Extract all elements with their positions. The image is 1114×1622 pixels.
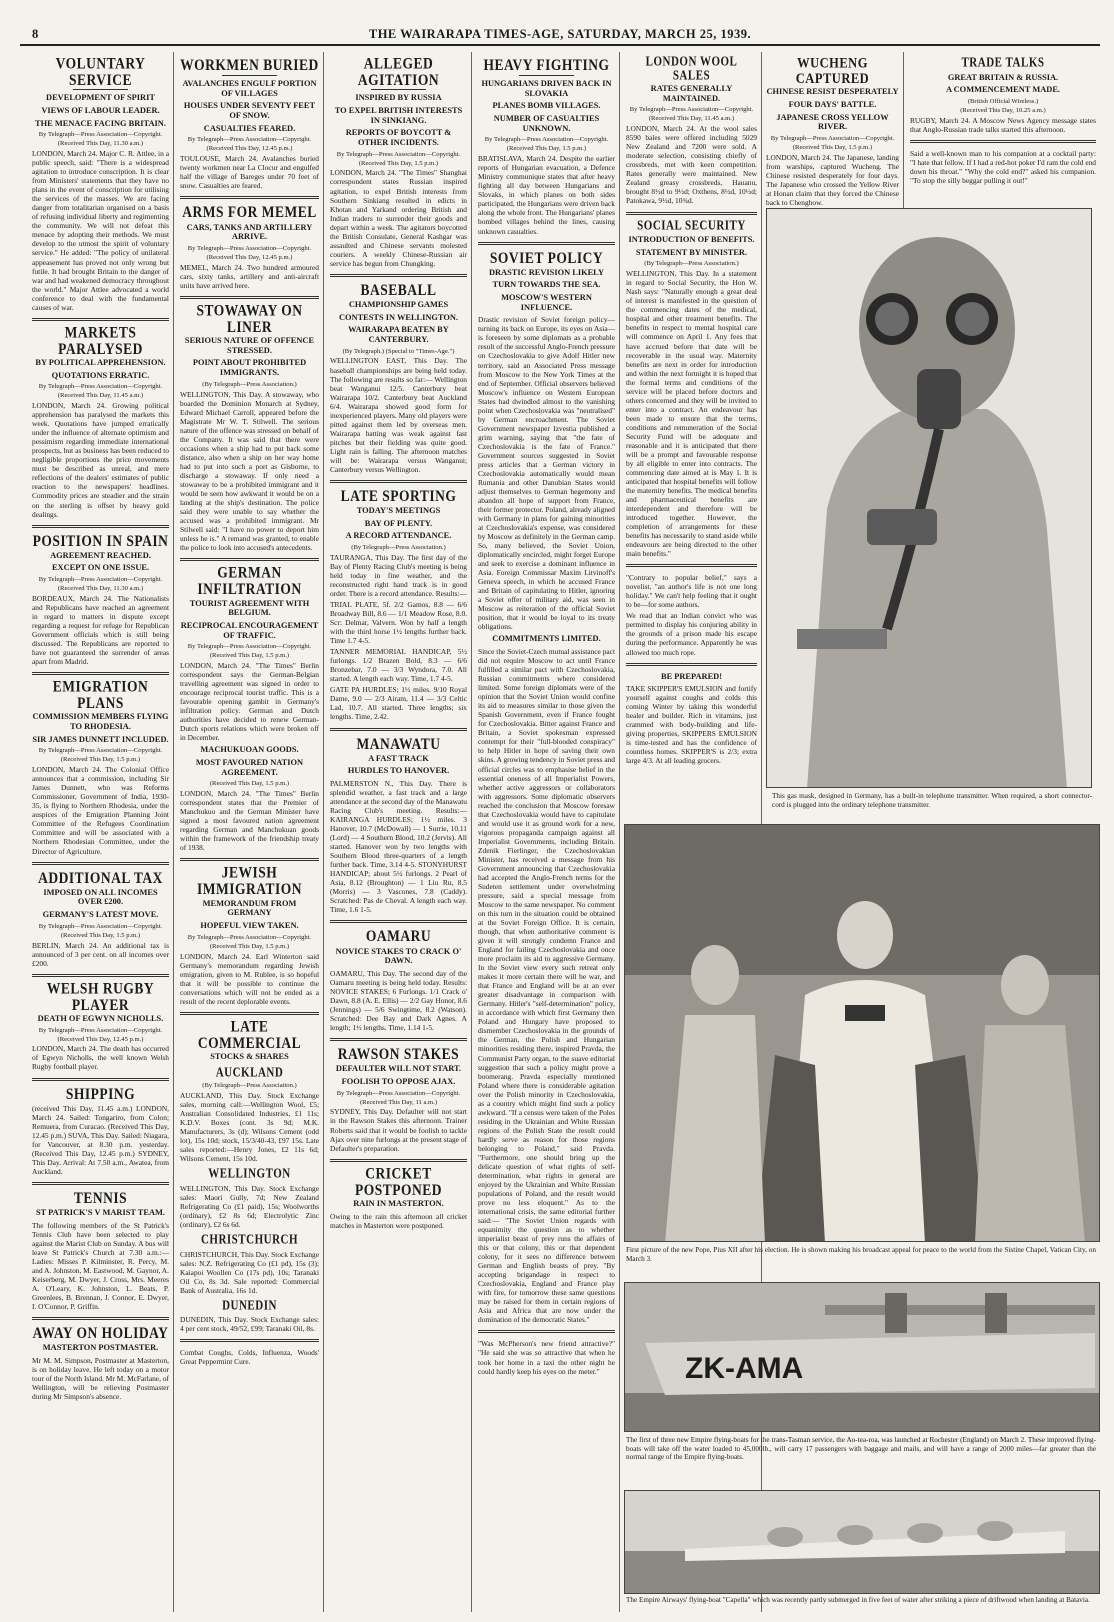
article-body: TAURANGA, This Day. The first day of the Bay of Plenty Racing Club's meeting is being held today in fine weather, and the reconstructed right hand track is in good order. There is a record attendance. Results:— [330,552,467,599]
credit-line: By Telegraph—Press Association—Copyright. [336,150,461,158]
headline: STOWAWAY ON LINER [196,300,303,336]
article-tax [32,867,169,968]
subheadline: REPORTS OF BOYCOTT & OTHER INCIDENTS. [345,128,452,147]
submerged-flying-boat-image [625,1491,1100,1594]
received-line: (Received This Day, 1.5 p.m.) [506,145,587,153]
divider [180,1339,319,1342]
divider [330,920,467,923]
subheadline: FOUR DAYS' BATTLE. [788,99,877,109]
subheadline: CASUALTIES FEARED. [203,123,296,133]
received-line: (Received This Day, 11.45 a.m.) [57,392,144,400]
race-result: GATE PA HURDLES; 1½ miles. 9/10 Royal Dame, 9.0 — 2/3 Airam, 11.4 — 3/3 Celtic Lad, 10.7. All started. Three lengths; six lengths. Time, 2.42. [330,685,467,722]
filler-joke: "Contrary to popular belief," says a novelist, "an author's life is not one long holiday." We can't help feeling that it ought to be—for some authors. [626,573,757,610]
article-body: TOULOUSE, March 24. Avalanches buried twenty workmen near La Clocur and engulfed half the village of Bareges under 70 feet of snow. Casualties are feared. [180,154,319,191]
article-rugby [32,978,169,1072]
credit-line: By Telegraph—Press Association—Copyright. [629,106,754,114]
divider [330,480,467,483]
article-rawson-stakes [330,1044,467,1153]
divider [32,1182,169,1185]
article-body: BERLIN, March 24. An additional tax is announced of 3 per cent. on all incomes over £200. [32,940,169,968]
subheadline: MASTERTON POSTMASTER. [42,1343,159,1353]
article-body: SYDNEY, This Day. Defaulter will not start in the Rawson Stakes this afternoon. Trainer Roberts said that it would be foolish to tackle Ajax over nine furlongs at the present stage of Defaulter's preparation. [330,1107,467,1153]
subheadline: CONTESTS IN WELLINGTON. [338,312,459,322]
article-social-security [626,218,757,657]
subheadline: A FAST TRACK [368,753,429,763]
article-body: PALMERSTON N., This Day. There is splendid weather, a fast track and a large attendance at the second day of the Manawatu Racing Club's meeting. Results:— KAIRANGA HURDLES; 1½ miles. 3 Hanover, 10.7 (McDowall) — 1 Surrie, 10.11 (Lord) — 4 Southern Blood, 10.2 (Jervis). All started. Hanover won by two lengths with Southern Blood three-quarters of a length further back. Time, 3.14 4-5. STONYHURST HANDICAP; about 5½ furlongs. 2 Pearl of Asia, 8.12 (Broughton) — 1 Liu Ru, 8.5 (Morris) — 3 Vascones, 7.8 (Caddy). Scratched: Pas de Cheval. A length each way. Time, 1.6 1-5. [330,778,467,915]
article-body: MEMEL, March 24. Two hundred armoured cars, sixty tanks, artillery and anti-aircraft units have arrived here. [180,262,319,290]
divider [478,1330,615,1333]
subheadline: BAY OF PLENTY. [364,518,433,528]
divider [180,296,319,299]
article-body: Owing to the rain this afternoon all cricket matches in Masterton were postponed. [330,1211,467,1230]
credit-line: By Telegraph—Press Association—Copyright. [38,576,163,584]
subheadline: STATEMENT BY MINISTER. [635,247,748,257]
received-line: (Received This Day, 1.5 p.m.) [792,143,873,151]
filler-joke: Said a well-known man to his companion at a cocktail party: "I hate that fellow. If I had a red-hot poker I'd ram the cold end down his throat." "Why the cold end?" asked his companion. "To stop the silly beggar pulling it out!" [910,148,1096,185]
article-body: CHRISTCHURCH, This Day. Stock Exchange sales: N.Z. Refrigerating Co (£1 pd), 15s (3); Kaiapoi Woollen Co (17s pd), 10s; Taranaki Oil Co, 8s 3d. Sale reported: Commercial Bank of Australia, 16s 1d. [180,1249,319,1295]
divider [330,1159,467,1162]
divider [180,196,319,199]
headline: BASEBALL [360,280,437,299]
article-late-sporting [330,486,467,722]
article-emigration [32,677,169,856]
credit-line: By Telegraph—Press Association—Copyright. [38,747,163,755]
divider [626,663,757,666]
flying-boat-image [625,1283,1100,1432]
headline: SHIPPING [65,1083,136,1102]
credit-line: By Telegraph—Press Association—Copyright. [38,1026,163,1034]
subheadline: NUMBER OF CASUALTIES UNKNOWN. [493,114,600,133]
headline: TENNIS [73,1188,128,1207]
headline: HEAVY FIGHTING [483,55,610,74]
article-wool-sales [626,54,757,206]
headline: LATE SPORTING [340,486,457,505]
article-body: OAMARU, This Day. The second day of the Oamaru meeting is being held today. Results: NOVICE STAKES; 6 Furlongs. 1/1 Crack o' Dawn, 8.8 (A. E. Ellis) — 2/2 Gay Honor, 8.6 (Jennings) — 5/6 Swingtime, 8.2 (Watson). Scratched: Dee Bay and Dark Agnes. A length; 1½ lengths. Time, 1.14 1-5. [330,968,467,1033]
divider [330,1038,467,1041]
subheadline: MOSCOW'S WESTERN INFLUENCE. [501,293,592,312]
subheadline: RATES GENERALLY MAINTAINED. [650,84,733,103]
article-spain [32,530,169,667]
gas-mask-figure-image [767,209,1092,788]
subheadline: TURN TOWARDS THE SEA. [492,280,601,290]
newspaper-title: THE WAIRARAPA TIMES-AGE, SATURDAY, MARCH 25, 1939. [368,27,752,41]
subheadline: JAPANESE CROSS YELLOW RIVER. [776,112,889,132]
credit-line: (By Telegraph—Press Association.) [644,260,739,268]
article-body: (received This Day, 11.45 a.m.) LONDON, March 24. Sailed: Tongariro, from Colon; Remuera, from Curacao. (Received This Day, 12.45 p.m.) SUVA, This Day. Sailed: Niagara, for Vancouver, at 8.30 p.m. yesterday. (Received This Day, 12.45 p.m.) SYDNEY, This Day. Arrival: At 7.50 a.m., Awatea, from Auckland. [32,1103,169,1176]
headline: WUCHENG CAPTURED [795,54,870,87]
article-cricket [330,1163,467,1230]
article-voluntary-service [32,53,169,312]
column-1 [28,52,174,1612]
subheadline: DEVELOPMENT OF SPIRIT [46,93,155,103]
article-body: LONDON, March 24. The Colonial Office announces that a commission, including Sir James Dunnett, who was Reforms Commissioner, Government of India, 1930-35, is flying to Northern Rhodesia, under the auspices of the Emigration Planning Joint Committee of the Refugees Coordination Committee and will be associated with a Northern Rhodesian Committee, under the Director of Agriculture. [32,765,169,856]
received-line: (Received This Day, 1.5 p.m.) [60,931,141,939]
article-body: AUCKLAND, This Day. Stock Exchange sales, morning call:—Wellington Wool, £5; Australian Consolidated Industries, £1 11s; K.D.V. Boxes (cont. 3s 9d; M.K. Manufacturers, 3s (d); Wilsons Cement (odd lot), 15s 10d; stock, 15/3/40-43, £97 15s. Late sales reported:—Henry Jones, £2 11s 6d; Wilsons Cement, 15s 10d. [180,1091,319,1164]
headline: JEWISH IMMIGRATION [197,863,302,899]
credit-line: (By Telegraph—Press Association.) [351,544,446,552]
article-german-infiltration [180,563,319,853]
headline: CRICKET POSTPONED [354,1163,442,1199]
divider [32,672,169,675]
article-body: The following members of the St Patrick's Tennis Club have been selected to play against the Marist Club on Sunday. A bus will leave St Patrick's Church at 7.30 a.m.:—Ladies: Misses P. Kilminster, R. Percy, M. and A. Johnston, M. Eastwood, M. Gaynor, A. Keiserberg, M. Dwyer, J. Cross, Mrs. Meeres A. O'Leary, K. Johnston, L. Beats, P. Greenlees, B. Brennan, J. Connor, E. Dwyer, I. O'Connor, P. Griffin. [32,1220,169,1312]
credit-line: (British Official Wireless.) [967,97,1039,105]
subheadline: CHAMPIONSHIP GAMES [348,299,449,309]
headline: VOLUNTARY SERVICE [55,53,146,89]
column-2 [176,52,324,1612]
divider [626,564,757,567]
capella-caption: The Empire Airways' flying-boat "Capella" which was recently partly submerged in five feet of water after striking a piece of driftwood when landing at Batavia. [626,1596,1090,1604]
article-soviet-policy [478,247,615,1376]
article-manawatu [330,733,467,915]
race-result: TANNER MEMORIAL HANDICAP, 5½ furlongs. 1/2 Brazen Bold, 8.3 — 6/6 Bronzebar, 7.0 — 3/3 Wyndora, 7.0. All started. A length each way. Time, 1.7 4-5. [330,647,467,684]
subheadline: CARS, TANKS AND ARTILLERY ARRIVE. [186,222,313,242]
article-body: LONDON, March 24. "The Times" Shanghai correspondent states Russian inspired agitation, to expel British interests from Southern Sinkiang resulted in edicts in Khotan and Yarkand ordering British and Indian traders to surrender their goods and depart within a week. The agitators boycotted the British Consulate, General Kashgar was assaulted and Chinese servants molested couriers. A weekly Chinese-Russian air service has begun from Chungking. [330,168,467,268]
subheadline: COMMITMENTS LIMITED. [492,634,601,644]
flying-boat-caption: The first of three new Empire flying-boats for the trans-Tasman service, the Ao-tea-roa, was launched at Rochester (England) on March 2. These improved flying-boats will take off the water loaded to 45,000lb., will carry 17 passengers with baggage and mails, and will have a range of 2000 miles—far greater than the normal range of the Empire flying-boats. [626,1436,1096,1462]
divider [371,89,426,90]
article-markets [32,322,169,519]
article-body: Mr M. M. Simpson, Postmaster at Masterton, is on holiday leave. He left today on a motor tour of the North Island. Mr M. McFarlane, of Wellington, will be relieving Postmaster during Mr Simpson's absence. [32,1355,169,1402]
divider [32,1078,169,1081]
subheadline: EXCEPT ON ONE ISSUE. [51,563,150,573]
subheadline: A RECORD ATTENDANCE. [345,531,452,541]
divider [222,75,278,76]
article-body: LONDON, March 24. Growing political apprehension has paralysed the markets this week. Quotations have jumped erratically under the influence of alternate optimism and pessimism regarding immediate international prospects, but as business has been reduced to negligible proportions the price movements must be described as unreal, and mere reflections of the dealers' estimates of public reaction to the newspapers' headlines. Commodity prices are steadier and the strain on the sterling is offset by heavy gold dealings. [32,401,169,519]
article-oamaru [330,926,467,1033]
subheadline: CHINESE RESIST DESPERATELY [766,87,899,97]
masthead [20,26,1100,46]
divider [478,242,615,245]
article-baseball [330,280,467,474]
article-body: LONDON, March 24. Major C. R. Attlee, in a public speech, said: "There is a widespread agitation to introduce conscription. It is clear from Ministers' statements that they have no plans in the event of conscription for utilising the services of the masses. We are facing danger from totalitarian organised on a basis of refusing individual liberty and regimenting the community. We will not defeat this menace by adopting their methods. We must develop to the utmost the spirit of voluntary service." He added: "The policy of unilateral appeasement has proved not only wrong but futile. It had brought Britain to the danger of war and had weakened democracy throughout the world." Major Attlee advocated a world conference to deal with the fundamental causes of war. [32,149,169,312]
subheadline: INTRODUCTION OF BENEFITS. [628,235,755,245]
received-line: (Received This Day, 12.45 p.m.) [57,1035,144,1043]
subheadline: TODAY'S MEETINGS [356,506,441,516]
subheadline: DEFAULTER WILL NOT START. [335,1064,462,1074]
subheadline: RECIPROCAL ENCOURAGEMENT OF TRAFFIC. [180,620,319,640]
subheadline: FOOLISH TO OPPOSE AJAX. [341,1076,456,1086]
pope-photo [624,824,1100,1242]
headline: WELSH RUGBY PLAYER [46,978,155,1014]
subheadline: HURDLES TO HANOVER. [347,766,450,776]
subheadline: SERIOUS NATURE OF OFFENCE STRESSED. [184,336,315,355]
headline: LATE COMMERCIAL [197,1016,302,1052]
credit-line: By Telegraph—Press Association—Copyright. [770,134,895,142]
received-line: (Received This Day, 1.5 p.m.) [209,652,290,660]
credit-line: By Telegraph—Press Association—Copyright. [187,933,312,941]
article-trade-talks [910,55,1096,185]
credit-line: By Telegraph—Press Association—Copyright. [38,131,163,139]
subheadline: POINT ABOUT PROHIBITED IMMIGRANTS. [192,358,307,378]
article-body: LONDON, March 24. The death has occurred of Egwyn Nicholls, the well known Welsh Rugby football player. [32,1044,169,1072]
article-body: WELLINGTON, This Day. Stock Exchange sales: Maori Gully, 7d; New Zealand Refrigerating Co (£1 paid), 15s; Woolworths (ordinary), £2 8s 6d; Electrolytic Zinc (ordinary), £2 6s 6d. [180,1183,319,1230]
section-heading: AUCKLAND [215,1065,284,1080]
headline: EMIGRATION PLANS [52,677,149,713]
article-body: BRATISLAVA, March 24. Despite the earlier reports of Hungarian evacuation, a Defence Ministry communique states that after heavy fighting all day between Hungarians and Slovaks, in which planes on both sides participated, the Hungarians were driven back along the whole front. The Hungarians' planes bombed villages behind the lines, causing unknown casualties. [478,154,615,236]
subheadline: SIR JAMES DUNNETT INCLUDED. [32,734,169,744]
received-line: (Received This Day, 12.45 p.m.) [206,253,293,261]
subheadline: INSPIRED BY RUSSIA [355,93,442,103]
subheadline: WAIRARAPA BEATEN BY CANTERBURY. [348,325,449,344]
subheadline: VIEWS OF LABOUR LEADER. [41,106,160,115]
capella-photo [624,1490,1100,1594]
subheadline: MEMORANDUM FROM GERMANY [202,898,297,918]
article-body: BORDEAUX, March 24. The Nationalists and Republicans have reached an agreement in regard to matters in dispute except regarding a request for refuge for Republican Government officials which is still being discussed. The Republicans are reported to have not guaranteed the surrender of areas apart from Madrid. [32,593,169,667]
received-line: (Received This Day, 12.45 p.m.) [206,145,293,153]
filler-joke: We read that an Indian convict who was permitted to display his conjuring ability in the grounds of a prison made his escape during the performance. Apparently he was allowed too much rope. [626,611,757,657]
page-number: 8 [32,27,39,41]
article-tennis [32,1188,169,1312]
received-line: (Received This Day, 11.45 a.m.) [648,115,735,123]
headline: MARKETS PARALYSED [58,322,143,358]
subheadline: GREAT BRITAIN & RUSSIA. [947,72,1059,82]
subheadline: DRASTIC REVISION LIKELY [488,267,605,277]
section-heading: DUNEDIN [222,1298,277,1313]
subheadline: RAIN IN MASTERTON. [353,1198,444,1208]
subheadline: STOCKS & SHARES [210,1052,289,1062]
article-body: Since the Soviet-Czech mutual assistance pact did not require Moscow to act until France fulfilled a similar pact with Czechoslovakia, Russian commitments where considered limited. Some foreign diplomats were of the opinion that the Soviet Union would confine its aid to measures similar to those given the Spanish Government, even if France fought for Czechoslovakia. Bitter against France and Britain, a Soviet spokesman expressed contempt for their "full-blooded conspiracy" to help Hitler in hope of saving their own skins. A growing tendency in Soviet press and official circles was to emphasise belief in the essential oneness of all Imperialist Powers, whether active aggressors or collaborators with aggressors. Some diplomatic observers reached the conclusion that Moscow foresaw that Czechoslovakia would have to capitulate and would use it as ground work for a new, vigorous propaganda campaign against all Imperialist Governments, including Britain. Zdenik Fierlinger, the Czechoslovakian Minister, has received a message from his Government announcing that Czechoslovakia had accepted the Anglo-French terms for the Sudeten settlement under overwhelming pressure, said a special message from Moscow to the same newspaper. No comment on this turn in the situation could be obtained at the Soviet Foreign Office. It is certain, though, that when authoritative comment is given it will strongly condemn France and England for failing Czechoslovakia and once more proclaim its aid to aggressive Germany. In the Soviet view every such retreat only makes it more certain there will be war, and that France and England will be at an ever greater disadvantage in comparison with Germany. Hitler's "self-determination" policy, in accordance with which first Germany then Poland and Hungary have proposed to dismember Czechoslovakia in the grounds of the German, the Polish and Hungarian minorities residing there, inspired Pravda, the Communist Party organ, to the suave editorial suggestion that such a policy might prove a boomerang. Pravda especially mentioned Poland where there is considerable agitation over the Polish minority in Czechoslovakia, as a country which might find such a policy awkward. "If a census were taken of the Poles residing in the Ukrainian and White Russian regions of the Polish State the result could hardly serve as reason for those regions belonging to Poland," said Pravda. "Furthermore, one should bring up the delicate question of what rights of self-determination, what rights in general are enjoyed by the Ukrainian and White Russian populations of Poland, and the result would prove no less eloquent." As to the international crisis, the same editorial further said:— "The Soviet Union regards with equanimity the question as to whether imperialist beast of prey runs the affairs of this or that colony, this or that dependent colony, for it sees no difference between German and English beasts of prey. "By accepting brigandage in respect to Czechoslovakia, England and France play with fire, for tomorrow these same questions may be raised for them in certain regions of Asia and Africa that are now under the domination of the democratic States." [478,647,615,1325]
article-body: DUNEDIN, This Day. Stock Exchange sales: 4 per cent stock, 49/52, £99; Taranaki Oil, 8s. [180,1315,319,1334]
headline: ARMS FOR MEMEL [182,202,317,221]
flying-boat-photo [624,1282,1100,1432]
gas-mask-photo [766,208,1092,788]
divider [626,212,757,215]
pope-broadcast-image [625,825,1100,1242]
subheadline: DEATH OF EGWYN NICHOLLS. [37,1013,164,1023]
article-body: WELLINGTON EAST, This Day. The baseball championships are being held today. The following are results so far:— Wellington beat Wanganui 12/5. Canterbury beat Wairarapa 10/2. Canterbury beat Auckland 6/4. Wairarapa showed good form for inexperienced players. Many old players were pitted against them led by overseas men. Wairarapa batting was weak against fast pitches but their fielding was quite good. Light rain is falling. The afternoon matches will be: Wairarapa versus Wanganui; Canterbury versus Wellington. [330,356,467,474]
article-body: RUGBY, March 24. A Moscow News Agency message states that Anglo-Russian trade talks started this afternoon. [910,115,1096,134]
divider [330,728,467,731]
received-line: (Received This Day, 1.5 p.m.) [209,942,290,950]
credit-line: By Telegraph—Press Association—Copyright. [187,244,312,252]
received-line: (Received This Day, 1.5 p.m.) [60,756,141,764]
subheadline: PLANES BOMB VILLAGES. [492,101,601,111]
column-3 [326,52,472,1612]
headline: RAWSON STAKES [337,1044,460,1063]
credit-line: By Telegraph—Press Association—Copyright. [38,383,163,391]
headline: WORKMEN BURIED [180,55,319,74]
subheadline: COMMISSION MEMBERS FLYING TO RHODESIA. [32,712,169,732]
received-line: (Received This Day, 1.5 p.m.) [358,159,439,167]
pope-caption: First picture of the new Pope, Pius XII after his election. He is shown making his broadcast appeal for peace to the world from the Sistine Chapel, Vatican City, on March 3. [626,1246,1096,1263]
column-4 [474,52,620,1612]
headline: TRADE TALKS [961,55,1045,71]
headline: OAMARU [365,926,432,945]
article-shipping [32,1083,169,1176]
subheadline: HUNGARIANS DRIVEN BACK IN SLOVAKIA [481,79,612,98]
article-body: WELLINGTON, This Day. In a statement in regard to Social Security, the Hon W. Nash says: "Naturally enough a great deal of interest is manifested in the question of the commencing dates of the medical, hospital and other treatment benefits. The benefits in respect to mental hospital care will commence on April 1. Any fees that have accrued before that date will be recoverable in the usual way. Maternity benefits are next in order for introduction and within the next fortnight it is hoped that the formal terms and conditions of the service will be placed before doctors and others concerned and they will be invited to enter into a contract. An endeavour has been made to ensure that the terms, conditions and remuneration of the Social Security Fund will be adequate and reasonable and it is anticipated that there will be a prompt and favourable response by all eligible to enter into contracts. The commencing date aimed at is May 1. It is anticipated that hospital benefits will follow the maternity benefits. The medical benefits and pharmaceutical benefits are interdependent and therefore will be introduced together. However, the completion of arrangements for these benefits has necessarily to stand aside while endeavours are being directed to the other main benefits." [626,269,757,559]
received-line: (Received This Day, 11.30 a.m.) [57,140,144,148]
subheadline: QUOTATIONS ERRATIC. [51,370,150,380]
article-body: WELLINGTON, This Day. A stowaway, who boarded the Dominion Monarch at Sydney, Edward Michael Carroll, appeared before the Magistrate Mr W. T. Stilwell. The serious nature of the offence was stressed on behalf of the Company. It was said that there were occasions when a ship had to put back some distance, also when a ship on her way home had to put into such a port as Gisborne, to discharge a stowaway. If only need a stowaway to be a prohibited immigrant and it would be seen how awkward it would be on a landing at the ship's destination. The police said they were unable to say whether the accused was a prohibited immigrant. Mr Stilwell said: "I have no power to deport him unless he is." A remand was granted, to enable the police to look into accused's antecedents. [180,389,319,553]
subheadline: THE MENACE FACING BRITAIN. [35,118,166,128]
headline: MANAWATU [356,733,441,752]
divider [519,75,574,76]
divider [180,1012,319,1015]
credit-line: By Telegraph—Press Association—Copyright. [187,136,312,144]
subheadline: TO EXPEL BRITISH INTERESTS IN SINKIANG. [334,106,463,125]
article-body: LONDON, March 24. "The Times" Berlin correspondent says the German-Belgian travelling agreement was signed in order to encourage reciprocal tourist traffic. This is a favourable opening gambit in Germany's infiltration policy. German and Dutch authorities have decided to renew German-Dutch sports relations which were broken off in December. [180,661,319,743]
section-heading: WELLINGTON [208,1167,291,1182]
article-heavy-fighting [478,55,615,236]
subheadline: HOUSES UNDER SEVENTY FEET OF SNOW. [183,101,316,121]
subheadline: MOST FAVOURED NATION AGREEMENT. [195,757,304,777]
article-body: LONDON, March 24. At the wool sales 8590 bales were offered including 5029 New Zealand and 7200 were sold. A moderate selection, consisting chiefly of crossbreds, met with keen competition. Rates generally were maintained. New Zealand greasy crossbreds, Hauanu, brought 8½d to 9½d; Oxthens, 8½d, 10½d; Patokawa, 9½d, 10¾d. [626,124,757,206]
divider [330,274,467,277]
subheadline: IMPOSED ON ALL INCOMES OVER £200. [43,887,158,907]
filler-joke: "Was McPherson's new friend attractive?" "He said she was so attractive that when he took her home in a taxi the other night he could hardly keep his eyes on the meter." [478,1339,615,1376]
received-line: (Received This Day, 11.30 a.m.) [57,584,144,592]
received-line: (Received This Day, 11 a.m.) [359,1098,438,1106]
subheadline: BY POLITICAL APPREHENSION. [35,358,166,368]
article-jewish-immigration [180,863,319,1006]
divider [910,140,1096,143]
subheadline: TOURIST AGREEMENT WITH BELGIUM. [189,598,310,618]
article-holiday [32,1323,169,1402]
section-heading: CHRISTCHURCH [200,1232,299,1248]
article-stowaway [180,300,319,553]
subheadline: AGREEMENT REACHED. [50,550,151,560]
subheadline: NOVICE STAKES TO CRACK O' DAWN. [335,946,462,966]
credit-line: (By Telegraph.) (Special to "Times-Age.") [342,347,455,355]
divider [180,558,319,561]
gas-mask-caption: This gas mask, designed in Germany, has a built-in telephone transmitter. When required, a short connector-cord is plugged into the ordinary telephone transmitter. [772,792,1092,809]
race-result: TRIAL PLATE, 5f. 2/2 Gamos, 8.8 — 6/6 Broadway Bill, 8.6 — 1/1 Meadow Rose, 8.0. Scr: Delmar, Valvern. Won by half a length with the third horse 1½ lengths further back. Time 1.7 4-5. [330,600,467,646]
headline: ALLEGED AGITATION [357,53,440,89]
credit-line: By Telegraph—Press Association—Copyright. [38,922,163,930]
credit-line: By Telegraph—Press Association—Copyright. [187,643,312,651]
headline: AWAY ON HOLIDAY [32,1323,169,1342]
advertisement: Combat Coughs, Colds, Influenza, Woods' Great Peppermint Cure. [180,1348,319,1367]
article-wucheng-captured [766,54,899,207]
subheadline: A COMMENCEMENT MADE. [945,85,1061,95]
subheadline: HOPEFUL VIEW TAKEN. [200,921,299,931]
divider [73,89,128,90]
article-body: LONDON, March 24. Earl Winterton said Germany's memorandum regarding Jewish emigration, given to M. Rublee, is so hopeful that it will be possible to continue the conversations which will not be ended as a result of the recent deplorable events. [180,951,319,1006]
credit-line: By Telegraph—Press Association—Copyright. [336,1089,461,1097]
headline: SOVIET POLICY [489,247,604,266]
ad-body: TAKE SKIPPER'S EMULSION and fortify yourself against coughs and colds this coming Winter by taking this wonderful healer and builder. Rich in vitamins, just crammed with body-building and life-giving properties, SKIPPERS EMULSION is time-tested and has the confidence of countless homes. SKIPPER'S is 2/3; extra large 4/3. At all leading grocers. [626,684,757,766]
divider [32,318,169,321]
divider [32,525,169,528]
credit-line: (By Telegraph—Press Association.) [202,380,297,388]
article-memel [180,202,319,290]
article-body: LONDON, March 24. The Japanese, landing from warships, captured Wucheng. The Chinese resisted desperately for four days. The Japanese who crossed the Yellow River at Honan claim that they forced the Chinese back to Chenghow. [766,152,899,207]
subheadline: ST PATRICK'S V MARIST TEAM. [36,1208,165,1218]
divider [32,974,169,977]
article-alleged-agitation [330,53,467,268]
subheadline: MACHUKUOAN GOODS. [200,745,299,755]
credit-line: By Telegraph—Press Association—Copyright. [484,136,609,144]
headline: GERMAN INFILTRATION [197,563,302,599]
article-body: LONDON, March 24. "The Times" Berlin correspondent states that the Premier of Manchukuo and the German Minister have signed a most favoured nation agreement regarding German and Manchukuan goods within the framework of the friendship treaty of 1938. [180,789,319,853]
headline: LONDON WOOL SALES [645,54,738,83]
article-body: Drastic revision of Soviet foreign policy—turning its back on Europe, its eyes on Asia—is foreseen by some diplomats as a probable result of the successful Anglo-French pressure on Czechoslovakia to give Adolf Hitler new territory, said an Associated Press message from Moscow to the New York Times at the end of September. Official observers believed Moscow's influence on Western European States had dwindled almost to the vanishing point when Czechoslovakia was "neutralised" by German encroachment. The Soviet Government newspaper Izvestia published a grim warning, saying that "the fate of Czechoslovakia is the fate of France." Government sources suggested in Soviet press articles that a German victory in Czechoslovakia automatically would mean Rumania and other Danubian States would adjust themselves to German hegemony and abandon all hope of support from France, their former protector. Poland, already aligned with Germany in plans for gaining minorities at Czechoslovakia's expense, was considered by Moscow as definitely in the German camp. So, many believed, the Soviet Union, diplomatically encircled, might forget Europe and seek to exercise a dominant influence in Asia. Foreign Commissar Maxim Litvinoff's Geneva speech, in which he accused France and Britain of capitulating to Hitler, ignoring a Soviet offer of military aid, was seen in Moscow as reiteration of the official Soviet position, that it would be loyal to its treaty obligations. [478,315,615,632]
divider [32,862,169,865]
subheadline: AVALANCHES ENGULF PORTION OF VILLAGES [182,79,317,98]
divider [32,1317,169,1320]
headline: POSITION IN SPAIN [32,530,169,549]
article-workmen-buried [180,55,319,191]
headline: ADDITIONAL TAX [38,867,163,886]
credit-line: (By Telegraph—Press Association.) [202,1082,297,1090]
received-line: (Received This Day, 10.25 a.m.) [960,106,1046,114]
article-late-commercial [180,1016,319,1367]
subheadline: GERMANY'S LATEST MOVE. [42,910,159,920]
aircraft-registration: ZK-AMA [685,1352,804,1385]
ad-heading: BE PREPARED! [660,671,723,681]
received-line: (Received This Day, 1.5 p.m.) [209,780,290,788]
headline: SOCIAL SECURITY [637,218,746,233]
advertisement-skippers-emulsion [626,672,757,766]
divider [180,858,319,861]
